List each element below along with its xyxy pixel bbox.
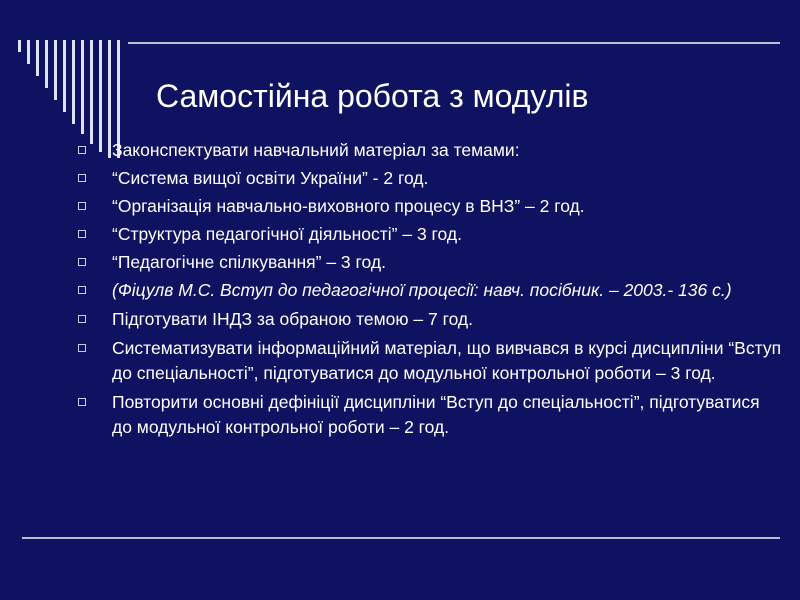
list-item-text: Підготувати ІНДЗ за обраною темою – 7 год. <box>112 309 474 329</box>
list-item-text: “Організація навчально-виховного процесу в ВНЗ” – 2 год. <box>112 196 585 216</box>
bottom-divider <box>22 537 780 539</box>
list-item-text: Законспектувати навчальний матеріал за темами: <box>112 140 520 160</box>
list-item-text: “Система вищої освіти України” - 2 год. <box>112 168 429 188</box>
square-bullet-icon <box>78 315 86 323</box>
square-bullet-icon <box>78 146 86 154</box>
list-item <box>72 138 782 163</box>
square-bullet-icon <box>78 230 86 238</box>
square-bullet-icon <box>78 258 86 266</box>
list-item <box>72 194 782 219</box>
list-item <box>72 307 782 332</box>
list-item <box>72 336 782 386</box>
square-bullet-icon <box>78 174 86 182</box>
list-item-reference <box>72 278 782 303</box>
list-item-text: Систематизувати інформаційний матеріал, що вивчався в курсі дисципліни “Вступ до спеціальності”, підготуватися до модульної контрольної роботи – 3 год. <box>112 338 782 383</box>
square-bullet-icon <box>78 202 86 210</box>
slide-title: Самостійна робота з модулів <box>156 78 589 114</box>
list-item <box>72 222 782 247</box>
list-item-text: (Фіцулв М.С. Вступ до педагогічної процесії: навч. посібник. – 2003.- 136 с.) <box>112 280 732 300</box>
list-item-text: “Педагогічне спілкування” – 3 год. <box>112 252 386 272</box>
top-divider <box>128 42 780 44</box>
list-item <box>72 390 782 440</box>
list-item-text: “Структура педагогічної діяльності” – 3 год. <box>112 224 462 244</box>
square-bullet-icon <box>78 398 86 406</box>
square-bullet-icon <box>78 286 86 294</box>
task-list <box>72 138 782 444</box>
square-bullet-icon <box>78 344 86 352</box>
list-item <box>72 250 782 275</box>
list-item-text: Повторити основні дефініції дисципліни “Вступ до спеціальності”, підготуватися до модульної контрольної роботи – 2 год. <box>112 392 760 437</box>
list-item <box>72 166 782 191</box>
